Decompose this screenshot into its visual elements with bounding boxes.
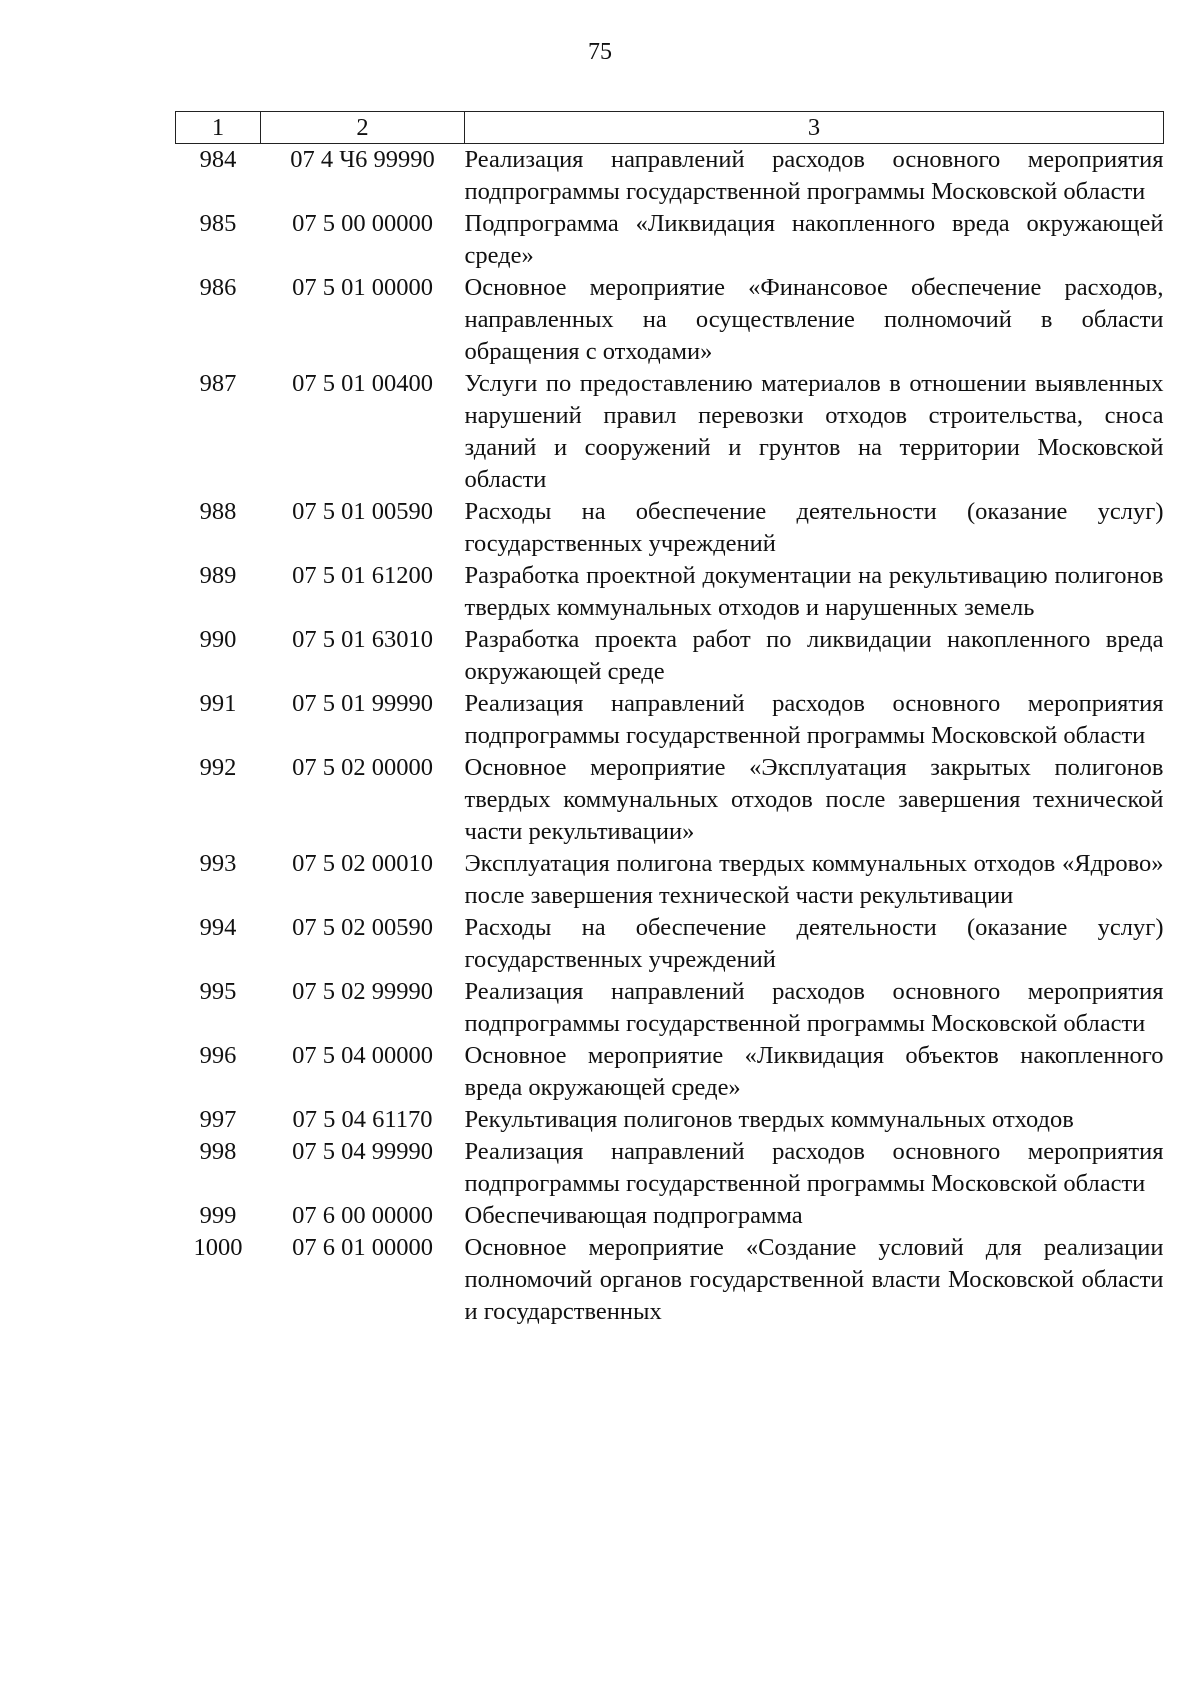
classification-code: 07 6 01 00000: [292, 1234, 433, 1261]
row-number: 984: [199, 146, 237, 173]
row-description: Расходы на обеспечение деятельности (оказание услуг) государственных учреждений: [464, 498, 1164, 557]
classification-code: 07 5 04 99990: [292, 1138, 433, 1165]
row-description: Расходы на обеспечение деятельности (оказание услуг) государственных учреждений: [464, 914, 1164, 973]
classification-code: 07 5 02 00000: [292, 754, 433, 781]
column-header-description: 3: [465, 112, 1164, 144]
table-row: [176, 688, 1164, 752]
header-row: [176, 112, 1164, 144]
classification-code: 07 6 00 00000: [292, 1202, 433, 1229]
classification-code: 07 5 01 00400: [292, 370, 433, 397]
row-description: Разработка проектной документации на рекультивацию полигонов твердых коммунальных отходов и нарушенных земель: [464, 562, 1164, 621]
row-description: Эксплуатация полигона твердых коммунальных отходов «Ядрово» после завершения технической части рекультивации: [464, 850, 1164, 909]
row-description: Основное мероприятие «Ликвидация объектов накопленного вреда окружающей среде»: [464, 1042, 1164, 1101]
table-row: [176, 1104, 1164, 1136]
classification-code: 07 5 01 99990: [292, 690, 433, 717]
classification-code: 07 5 01 00590: [292, 498, 433, 525]
row-description: Рекультивация полигонов твердых коммунальных отходов: [464, 1106, 1074, 1133]
row-number: 992: [199, 754, 237, 781]
row-number: 994: [199, 914, 237, 941]
row-description: Реализация направлений расходов основного мероприятия подпрограммы государственной программы Московской области: [464, 978, 1164, 1037]
row-number: 987: [199, 370, 237, 397]
row-number: 997: [199, 1106, 237, 1133]
row-number: 985: [199, 210, 237, 237]
table-row: [176, 976, 1164, 1040]
table-row: [176, 496, 1164, 560]
row-number: 996: [199, 1042, 237, 1069]
table-row: [176, 752, 1164, 848]
row-number: 988: [199, 498, 237, 525]
row-description: Реализация направлений расходов основного мероприятия подпрограммы государственной программы Московской области: [464, 146, 1164, 205]
table-row: [176, 272, 1164, 368]
budget-code-table: [175, 111, 1164, 1328]
row-description: Основное мероприятие «Создание условий для реализации полномочий органов государственной власти Московской области и государственных: [464, 1234, 1164, 1325]
classification-code: 07 5 04 00000: [292, 1042, 433, 1069]
table-row: [176, 848, 1164, 912]
column-header-code: 2: [261, 112, 465, 144]
row-description: Основное мероприятие «Эксплуатация закрытых полигонов твердых коммунальных отходов после завершения технической части рекультивации»: [464, 754, 1164, 845]
table-row: [176, 368, 1164, 496]
table-row: [176, 1136, 1164, 1200]
row-description: Услуги по предоставлению материалов в отношении выявленных нарушений правил перевозки отходов строительства, сноса зданий и сооружений и грунтов на территории Московской области: [464, 370, 1164, 493]
row-description: Обеспечивающая подпрограмма: [464, 1202, 803, 1229]
row-number: 1000: [193, 1234, 243, 1261]
classification-code: 07 5 02 00010: [292, 850, 433, 877]
classification-code: 07 5 01 63010: [292, 626, 433, 653]
classification-code: 07 5 01 61200: [292, 562, 433, 589]
page-number: 75: [588, 39, 612, 65]
classification-code: 07 5 01 00000: [292, 274, 433, 301]
row-description: Реализация направлений расходов основного мероприятия подпрограммы государственной программы Московской области: [464, 690, 1164, 749]
row-description: Разработка проекта работ по ликвидации накопленного вреда окружающей среде: [464, 626, 1164, 685]
row-number: 999: [199, 1202, 237, 1229]
table-row: [176, 144, 1164, 209]
table-row: [176, 912, 1164, 976]
classification-code: 07 5 04 61170: [292, 1106, 433, 1133]
row-number: 986: [199, 274, 237, 301]
column-header-number: 1: [176, 112, 261, 144]
row-number: 998: [199, 1138, 237, 1165]
row-number: 993: [199, 850, 237, 877]
row-description: Реализация направлений расходов основного мероприятия подпрограммы государственной программы Московской области: [464, 1138, 1164, 1197]
table-row: [176, 1200, 1164, 1232]
classification-code: 07 4 Ч6 99990: [290, 146, 435, 173]
row-description: Основное мероприятие «Финансовое обеспечение расходов, направленных на осуществление полномочий в области обращения с отходами»: [464, 274, 1164, 365]
table-row: [176, 624, 1164, 688]
table-row: [176, 208, 1164, 272]
classification-code: 07 5 02 99990: [292, 978, 433, 1005]
table-row: [176, 1232, 1164, 1328]
row-number: 989: [199, 562, 237, 589]
table-row: [176, 560, 1164, 624]
classification-code: 07 5 02 00590: [292, 914, 433, 941]
row-number: 990: [199, 626, 237, 653]
row-number: 995: [199, 978, 237, 1005]
row-description: Подпрограмма «Ликвидация накопленного вреда окружающей среде»: [464, 210, 1164, 269]
row-number: 991: [199, 690, 237, 717]
table-row: [176, 1040, 1164, 1104]
classification-code: 07 5 00 00000: [292, 210, 433, 237]
